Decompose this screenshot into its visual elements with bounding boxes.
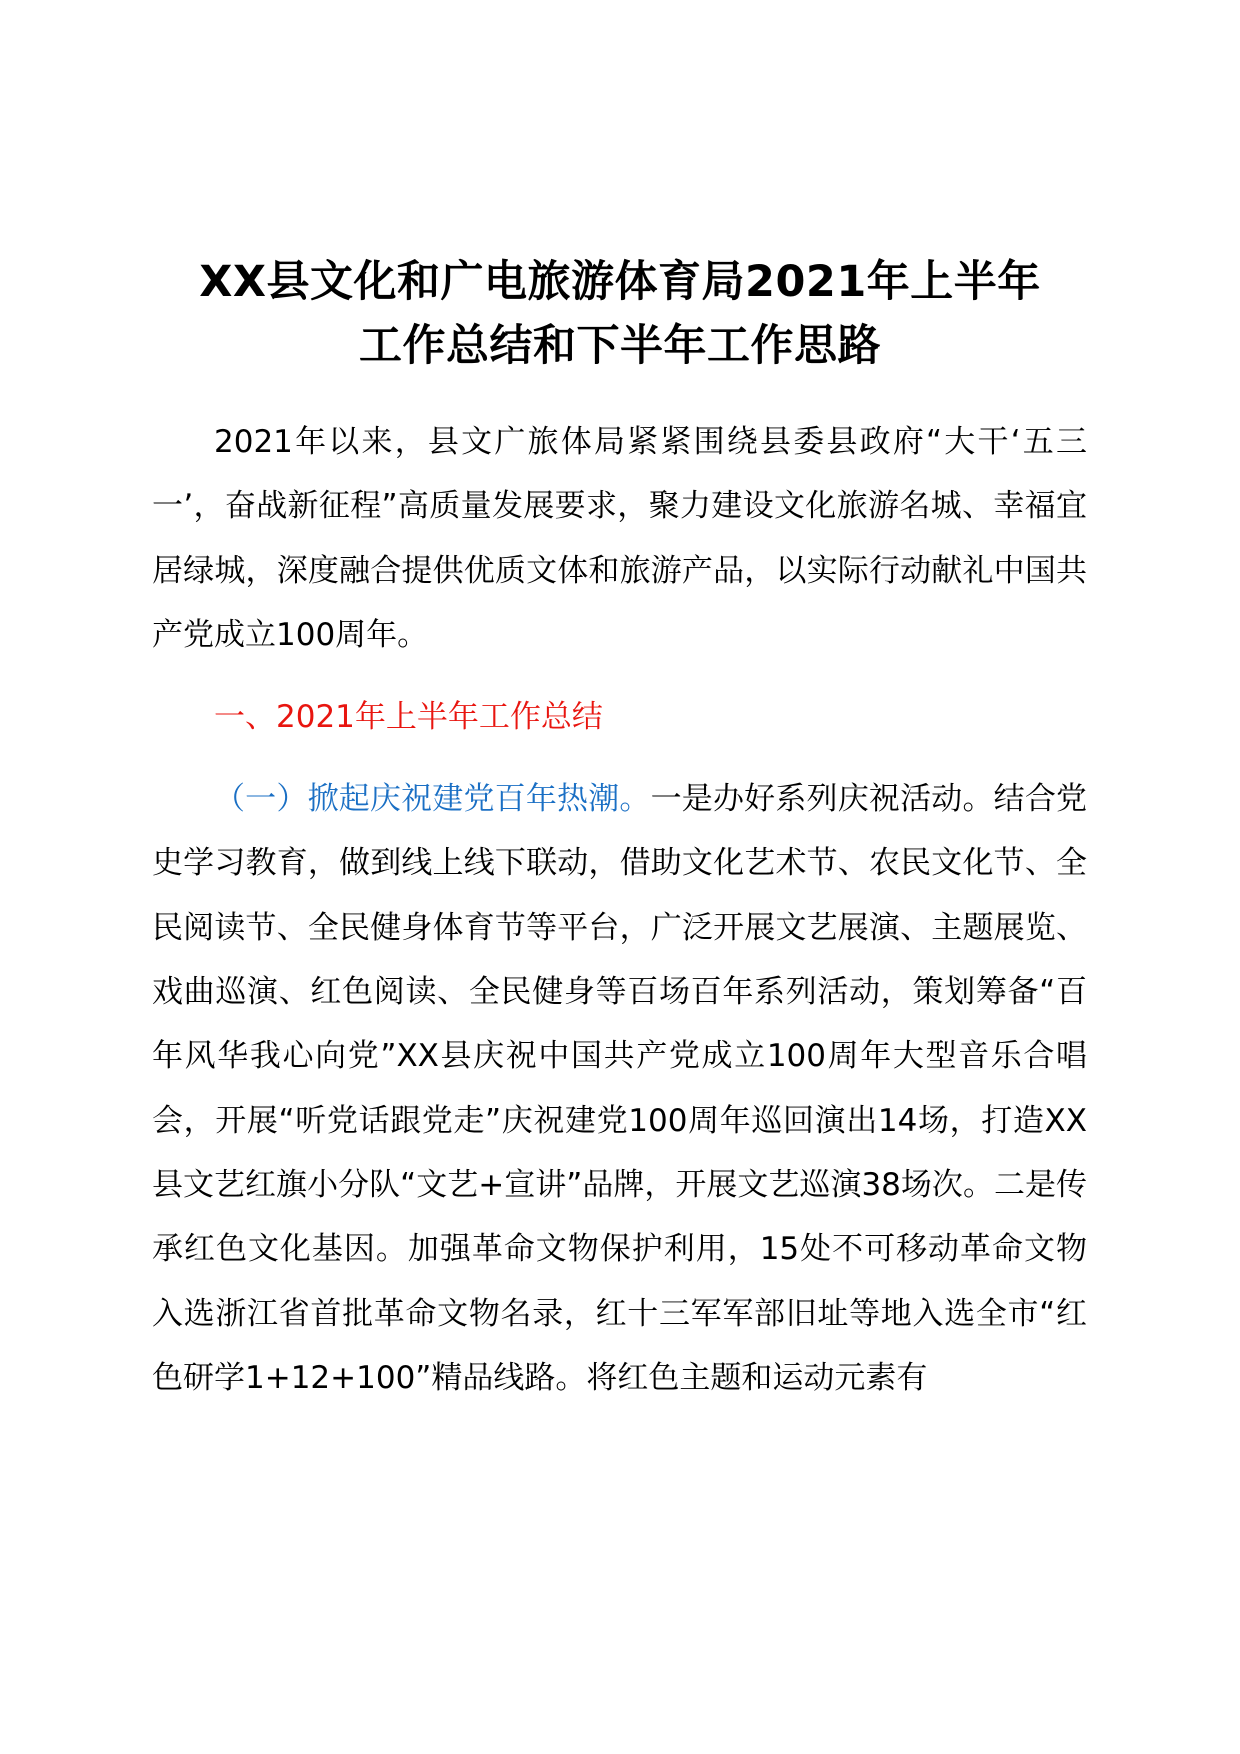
sub-section-heading: （一）掀起庆祝建党百年热潮。 [214, 781, 651, 818]
title-line-2: 工作总结和下半年工作思路 [359, 321, 881, 371]
section-heading: 一、2021年上半年工作总结 [214, 699, 603, 736]
intro-paragraph: 2021年以来，县文广旅体局紧紧围绕县委县政府“大干‘五三一’，奋战新征程”高质量发展要求，聚力建设文化旅游名城、幸福宜居绿城，深度融合提供优质文体和旅游产品，以实际行动献礼中国共产党成立100周年。 [152, 424, 1087, 653]
document-title [150, 250, 1090, 378]
sub-section-body: 一是办好系列庆祝活动。结合党史学习教育，做到线上线下联动，借助文化艺术节、农民文化节、全民阅读节、全民健身体育节等平台，广泛开展文艺展演、主题展览、戏曲巡演、红色阅读、全民健身等百场百年系列活动，策划筹备“百年风华我心向党”XX县庆祝中国共产党成立100周年大型音乐合唱会，开展“听党话跟党走”庆祝建党100周年巡回演出14场，打造XX县文艺红旗小分队“文艺+宣讲”品牌，开展文艺巡演38场次。二是传承红色文化基因。加强革命文物保护利用，15处不可移动革命文物入选浙江省首批革命文物名录，红十三军军部旧址等地入选全市“红色研学1+12+100”精品线路。将红色主题和运动元素有 [152, 781, 1087, 1396]
sub-section-paragraph [152, 767, 1087, 1410]
document-body [152, 410, 1087, 1410]
title-line-1: XX县文化和广电旅游体育局2021年上半年 [199, 257, 1041, 307]
